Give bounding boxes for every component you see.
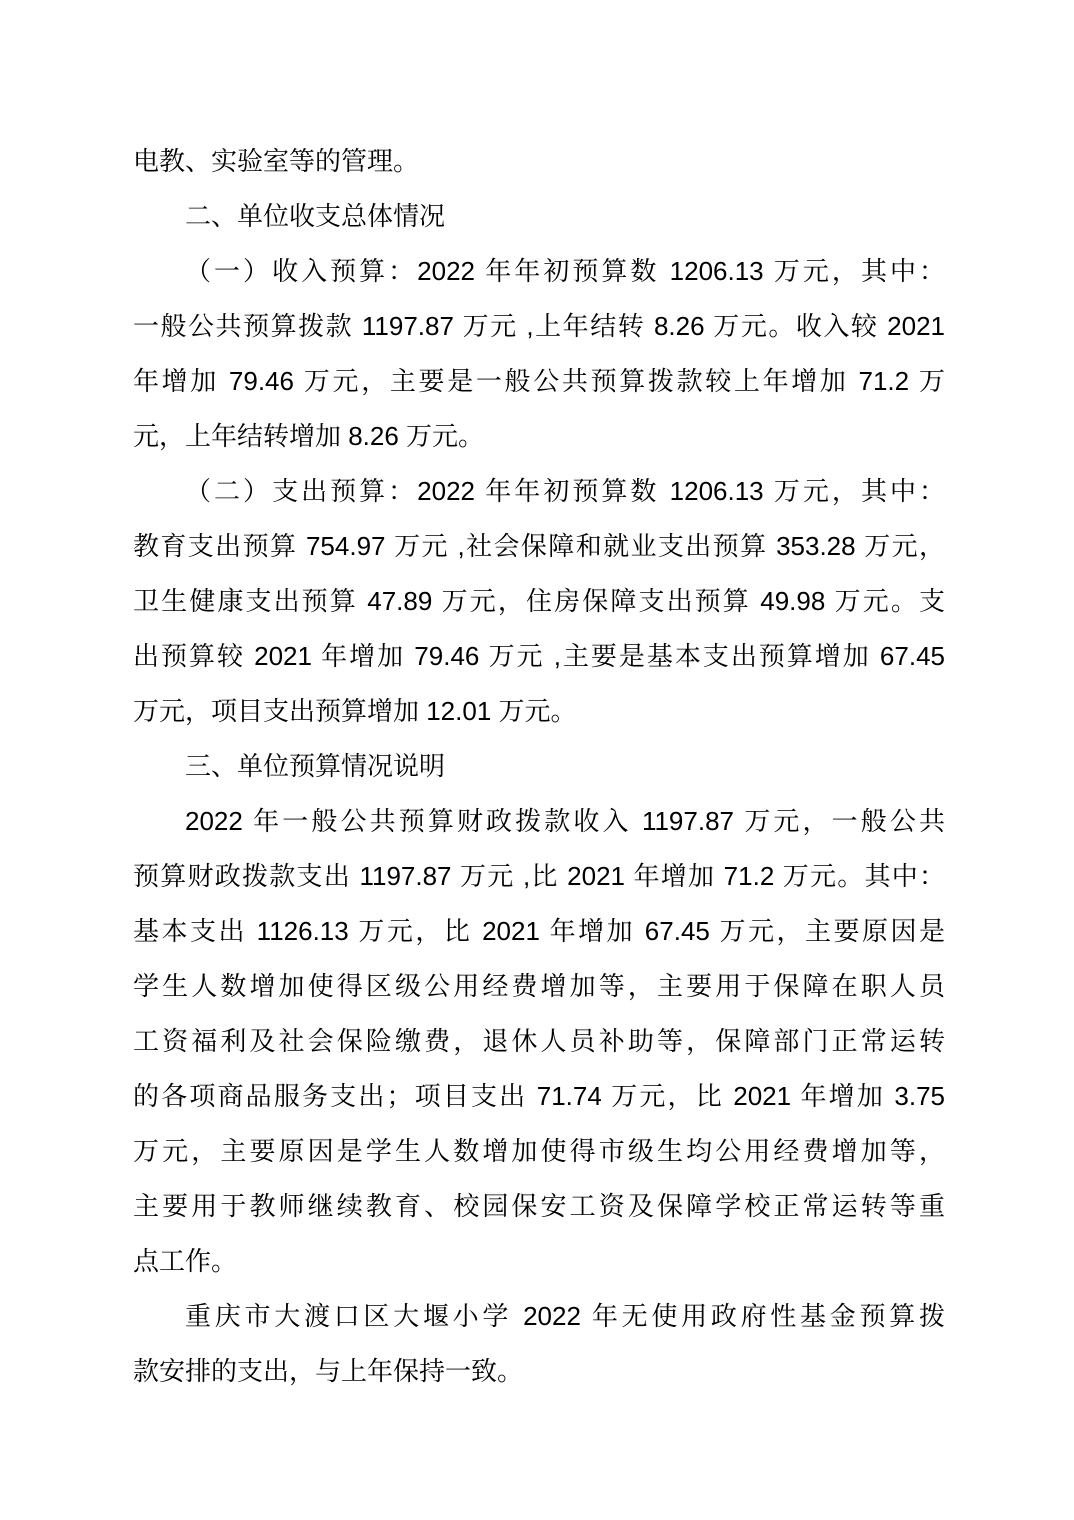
text-line: 基本支出 1126.13 万元，比 2021 年增加 67.45 万元，主要原因是	[133, 916, 945, 946]
text-line: （二）支出预算：2022 年年初预算数 1206.13 万元，其中：	[185, 476, 945, 506]
text-line: 点工作。	[133, 1246, 238, 1276]
text-line: 预算财政拨款支出 1197.87 万元 ,比 2021 年增加 71.2 万元。其中：	[133, 861, 945, 891]
text-line: 出预算较 2021 年增加 79.46 万元 ,主要是基本支出预算增加 67.45	[133, 641, 945, 671]
text-block	[133, 134, 945, 1399]
text-line: 的各项商品服务支出；项目支出 71.74 万元，比 2021 年增加 3.75	[133, 1081, 945, 1111]
paragraph	[133, 1289, 945, 1399]
text-line: 主要用于教师继续教育、校园保安工资及保障学校正常运转等重	[133, 1191, 945, 1221]
text-line: 年增加 79.46 万元，主要是一般公共预算拨款较上年增加 71.2 万	[133, 366, 945, 396]
text-line: 款安排的支出，与上年保持一致。	[133, 1356, 524, 1386]
text-line: 一般公共预算拨款 1197.87 万元 ,上年结转 8.26 万元。收入较 2021	[133, 311, 945, 341]
paragraph	[133, 134, 945, 189]
text-line: 万元，项目支出预算增加 12.01 万元。	[133, 696, 577, 726]
text-line: 学生人数增加使得区级公用经费增加等，主要用于保障在职人员	[133, 971, 945, 1001]
paragraph	[133, 244, 945, 464]
text-line: 卫生健康支出预算 47.89 万元，住房保障支出预算 49.98 万元。支	[133, 586, 945, 616]
text-line: 二、单位收支总体情况	[185, 201, 446, 231]
text-line: 万元，主要原因是学生人数增加使得市级生均公用经费增加等，	[133, 1136, 945, 1166]
text-line: 电教、实验室等的管理。	[133, 146, 420, 176]
section-heading	[133, 189, 945, 244]
text-line: 重庆市大渡口区大堰小学 2022 年无使用政府性基金预算拨	[185, 1301, 945, 1331]
paragraph	[133, 794, 945, 1289]
paragraph	[133, 464, 945, 739]
text-line: 工资福利及社会保险缴费，退休人员补助等，保障部门正常运转	[133, 1026, 945, 1056]
text-line: 2022 年一般公共预算财政拨款收入 1197.87 万元，一般公共	[185, 806, 945, 836]
text-line: 教育支出预算 754.97 万元 ,社会保障和就业支出预算 353.28 万元，	[133, 531, 945, 561]
text-line: （一）收入预算：2022 年年初预算数 1206.13 万元，其中：	[185, 256, 945, 286]
section-heading	[133, 739, 945, 794]
text-line: 三、单位预算情况说明	[185, 751, 446, 781]
text-line: 元，上年结转增加 8.26 万元。	[133, 421, 485, 451]
